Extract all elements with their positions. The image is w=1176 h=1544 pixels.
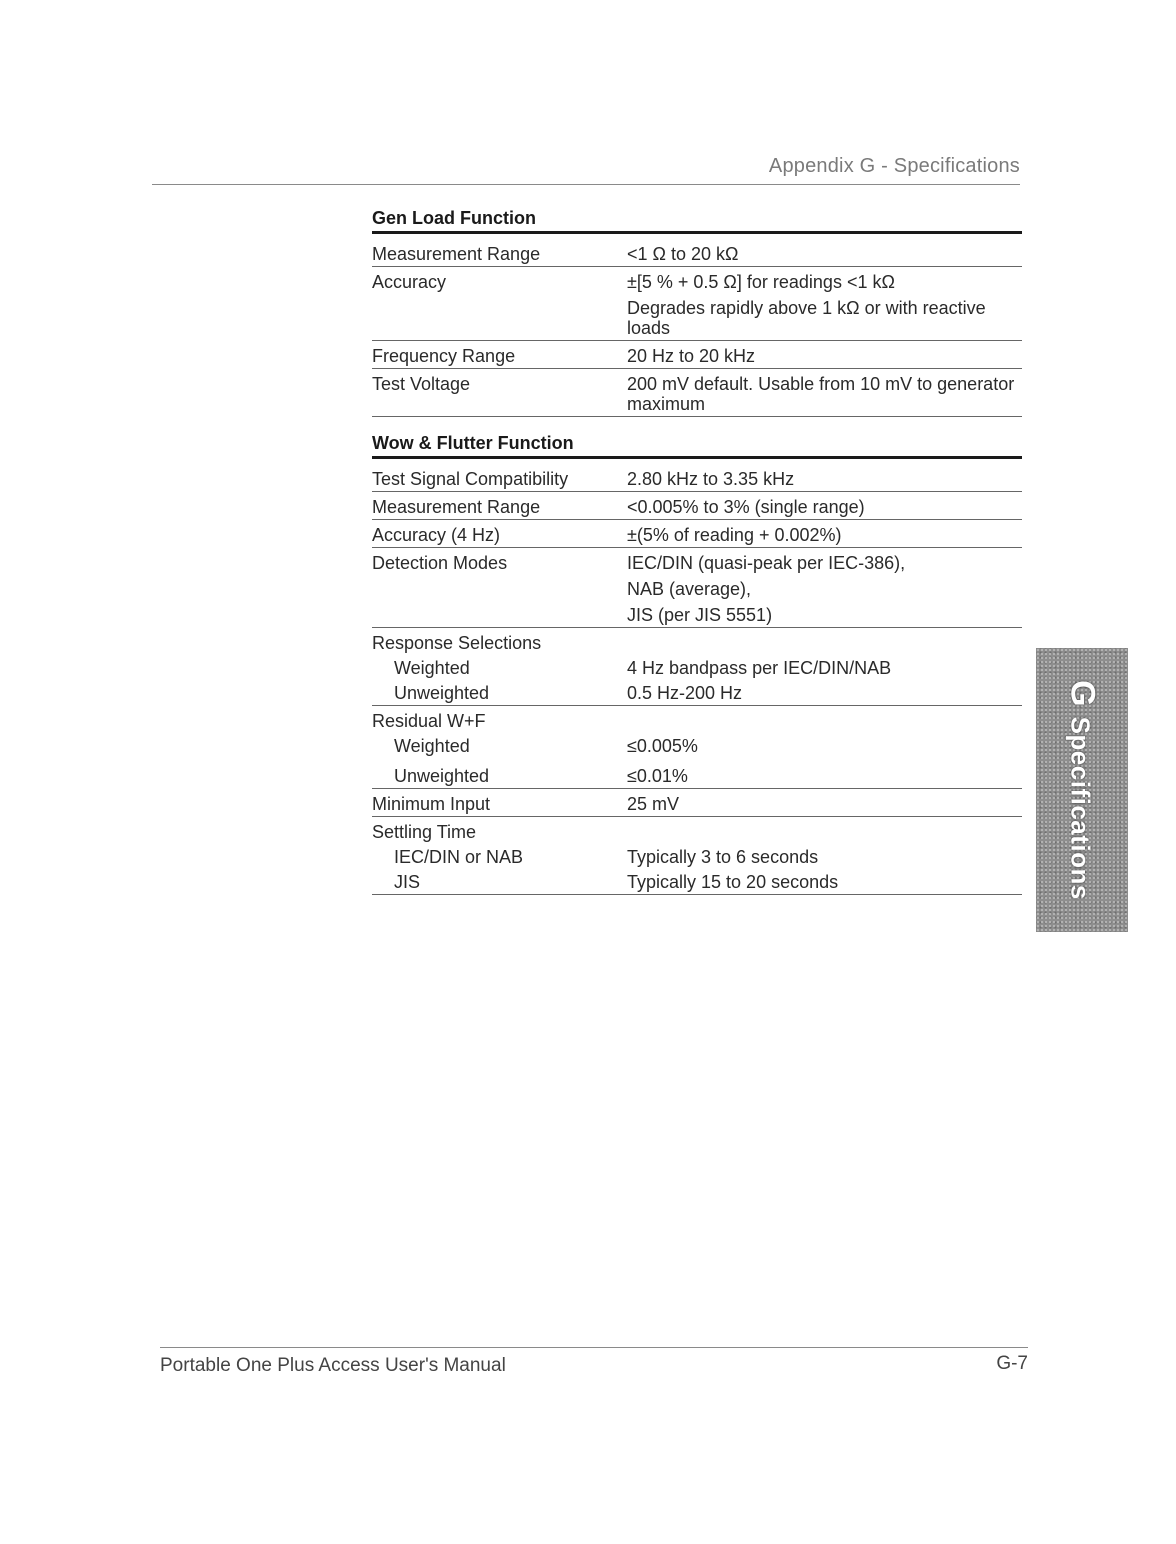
spec-label: Test Voltage	[372, 374, 471, 394]
spec-row	[372, 548, 1022, 628]
spec-label: Measurement Range	[372, 244, 541, 264]
spec-value: Typically 15 to 20 seconds	[627, 872, 839, 892]
spec-row	[372, 492, 1022, 520]
spec-sublabel: Unweighted	[394, 683, 490, 703]
spec-row	[372, 789, 1022, 817]
spec-sublabel: IEC/DIN or NAB	[394, 847, 524, 867]
spec-value: ≤0.01%	[627, 766, 688, 786]
footer-page-number: G-7	[996, 1353, 1028, 1374]
gen-load-title: Gen Load Function	[372, 208, 1022, 234]
spec-sublabel: JIS	[394, 872, 421, 892]
spec-value: 4 Hz bandpass per IEC/DIN/NAB	[627, 658, 892, 678]
spec-label: Residual W+F	[372, 711, 486, 731]
spec-value: <1 Ω to 20 kΩ	[627, 244, 739, 264]
spec-label: Accuracy	[372, 272, 447, 292]
spec-value-line: ±[5 % + 0.5 Ω] for readings <1 kΩ	[627, 272, 895, 292]
spec-sublabel: Weighted	[394, 658, 470, 678]
spec-value: 20 Hz to 20 kHz	[627, 346, 756, 366]
response-selections-group	[372, 628, 1022, 706]
spec-label: Minimum Input	[372, 794, 491, 814]
spec-subrow	[372, 872, 1022, 892]
spec-value-line: JIS (per JIS 5551)	[627, 605, 773, 625]
spec-value	[627, 553, 1022, 625]
settling-time-group	[372, 817, 1022, 895]
spec-subrow	[372, 658, 1022, 678]
footer-divider	[160, 1347, 1028, 1348]
spec-row	[372, 369, 1022, 417]
spec-row	[372, 464, 1022, 492]
spec-row	[372, 520, 1022, 548]
spec-value-line: IEC/DIN (quasi-peak per IEC-386),	[627, 553, 906, 573]
spec-label: Accuracy (4 Hz)	[372, 525, 501, 545]
spec-label: Response Selections	[372, 633, 542, 653]
spec-row	[372, 267, 1022, 341]
spec-value: 200 mV default. Usable from 10 mV to generator maximum	[627, 374, 1015, 414]
spec-value: ±(5% of reading + 0.002%)	[627, 525, 842, 545]
spec-sublabel: Weighted	[394, 736, 470, 756]
spec-sublabel: Unweighted	[394, 766, 490, 786]
chapter-tab-label	[1063, 680, 1102, 900]
spec-subrow	[372, 766, 1022, 786]
spec-row	[372, 239, 1022, 267]
spec-subrow	[372, 736, 1022, 756]
residual-wf-group	[372, 706, 1022, 789]
spec-value-line: Degrades rapidly above 1 kΩ or with reactive loads	[627, 298, 986, 338]
spec-value: 0.5 Hz-200 Hz	[627, 683, 743, 703]
spec-value: <0.005% to 3% (single range)	[627, 497, 865, 517]
gen-load-section	[372, 208, 1022, 417]
wow-flutter-title: Wow & Flutter Function	[372, 433, 1022, 459]
page-header-title: Appendix G - Specifications	[768, 155, 1020, 177]
spec-value: Typically 3 to 6 seconds	[627, 847, 819, 867]
chapter-tab-word: Specifications	[1065, 716, 1096, 900]
spec-subrow	[372, 683, 1022, 703]
spec-row	[372, 341, 1022, 369]
spec-label: Measurement Range	[372, 497, 541, 517]
spec-value: ≤0.005%	[627, 736, 698, 756]
header-divider	[152, 184, 1020, 185]
spec-label: Test Signal Compatibility	[372, 469, 569, 489]
wow-flutter-section	[372, 433, 1022, 895]
spec-label: Detection Modes	[372, 553, 508, 573]
spec-label: Settling Time	[372, 822, 477, 842]
chapter-side-tab	[1036, 648, 1128, 932]
spec-value: 25 mV	[627, 794, 680, 814]
chapter-tab-letter: G	[1063, 680, 1102, 707]
footer-manual-title: Portable One Plus Access User's Manual	[160, 1355, 506, 1376]
spec-value-line: NAB (average),	[627, 579, 752, 599]
spec-value: 2.80 kHz to 3.35 kHz	[627, 469, 795, 489]
spec-label: Frequency Range	[372, 346, 516, 366]
spec-subrow	[372, 847, 1022, 867]
spec-value	[627, 272, 1022, 338]
